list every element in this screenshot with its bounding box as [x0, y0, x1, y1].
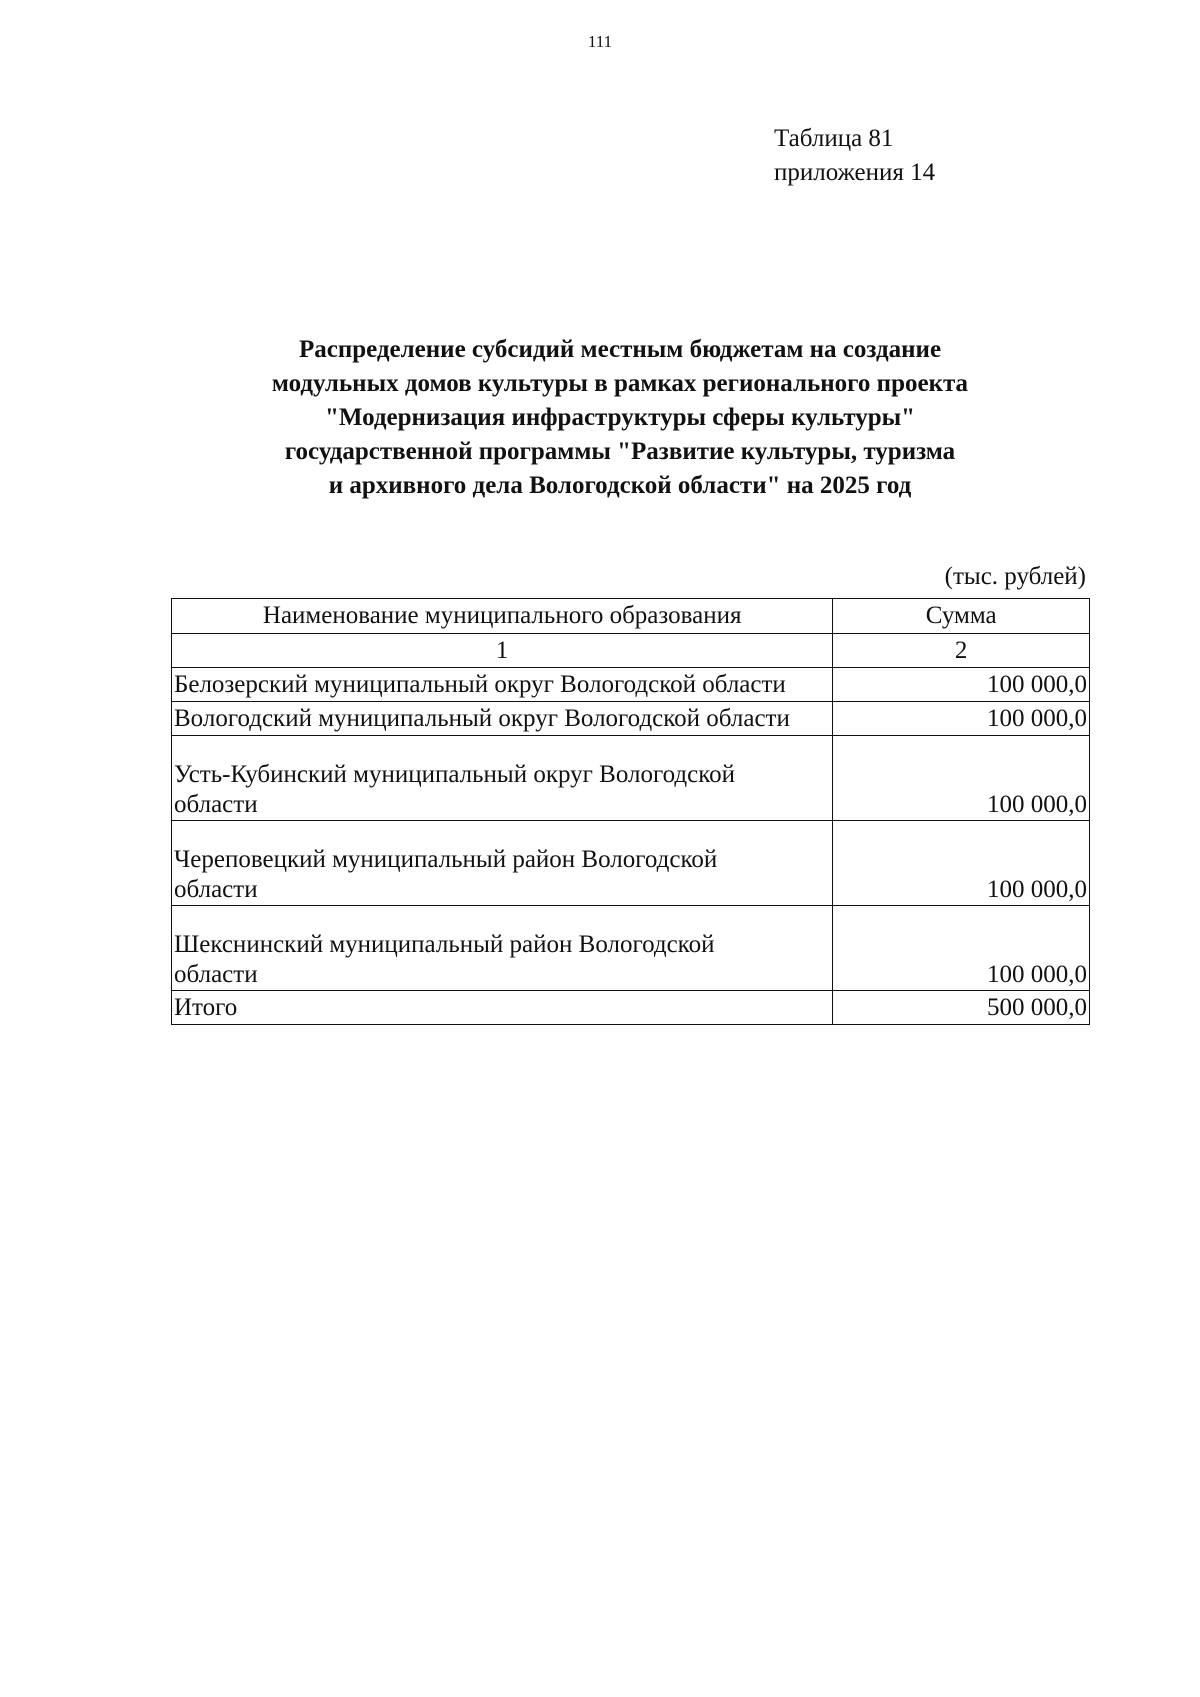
sum-value: 100 000,0 [833, 821, 1090, 906]
column-number-1: 1 [172, 634, 833, 668]
appendix-number: приложения 14 [774, 159, 936, 186]
municipality-name-line-2: области [174, 791, 258, 818]
municipality-name-line-2: области [174, 876, 258, 903]
title-line-2: модульных домов культуры в рамках регионального проекта [271, 370, 969, 397]
table-row [172, 736, 1090, 821]
total-row [172, 991, 1090, 1025]
title-line-3: "Модернизация инфраструктуры сферы культуры" [324, 404, 916, 431]
units-label: (тыс. рублей) [944, 563, 1086, 590]
table-row [172, 668, 1090, 702]
title-line-5: и архивного дела Вологодской области" на 2025 год [328, 472, 912, 499]
table-row [172, 702, 1090, 736]
municipality-name: Белозерский муниципальный округ Вологодской области [172, 668, 833, 702]
total-label: Итого [172, 991, 833, 1025]
page-number: 111 [587, 32, 613, 51]
title-line-1: Распределение субсидий местным бюджетам на создание [298, 336, 942, 363]
title-line-4: государственной программы "Развитие культуры, туризма [284, 438, 956, 465]
column-number-2: 2 [833, 634, 1090, 668]
municipality-name-line-2: области [174, 961, 258, 988]
municipality-name: Вологодский муниципальный округ Вологодской области [172, 702, 833, 736]
municipality-name [172, 906, 833, 991]
municipality-name [172, 821, 833, 906]
table-row [172, 821, 1090, 906]
municipality-name-line-1: Шекснинский муниципальный район Вологодской [174, 931, 715, 958]
table-reference [774, 122, 935, 190]
municipality-name-line-1: Череповецкий муниципальный район Вологодской [174, 846, 718, 873]
header-municipality: Наименование муниципального образования [172, 599, 833, 634]
table-header-row [172, 599, 1090, 634]
table-row [172, 906, 1090, 991]
sum-value: 100 000,0 [833, 668, 1090, 702]
sum-value: 100 000,0 [833, 736, 1090, 821]
distribution-table [171, 598, 1090, 1025]
municipality-name [172, 736, 833, 821]
column-number-row [172, 634, 1090, 668]
municipality-name-line-1: Усть-Кубинский муниципальный округ Вологодской [174, 761, 735, 788]
document-title [180, 333, 1060, 503]
sum-value: 100 000,0 [833, 906, 1090, 991]
total-sum: 500 000,0 [833, 991, 1090, 1025]
sum-value: 100 000,0 [833, 702, 1090, 736]
header-sum: Сумма [833, 599, 1090, 634]
table-number: Таблица 81 [774, 125, 894, 152]
